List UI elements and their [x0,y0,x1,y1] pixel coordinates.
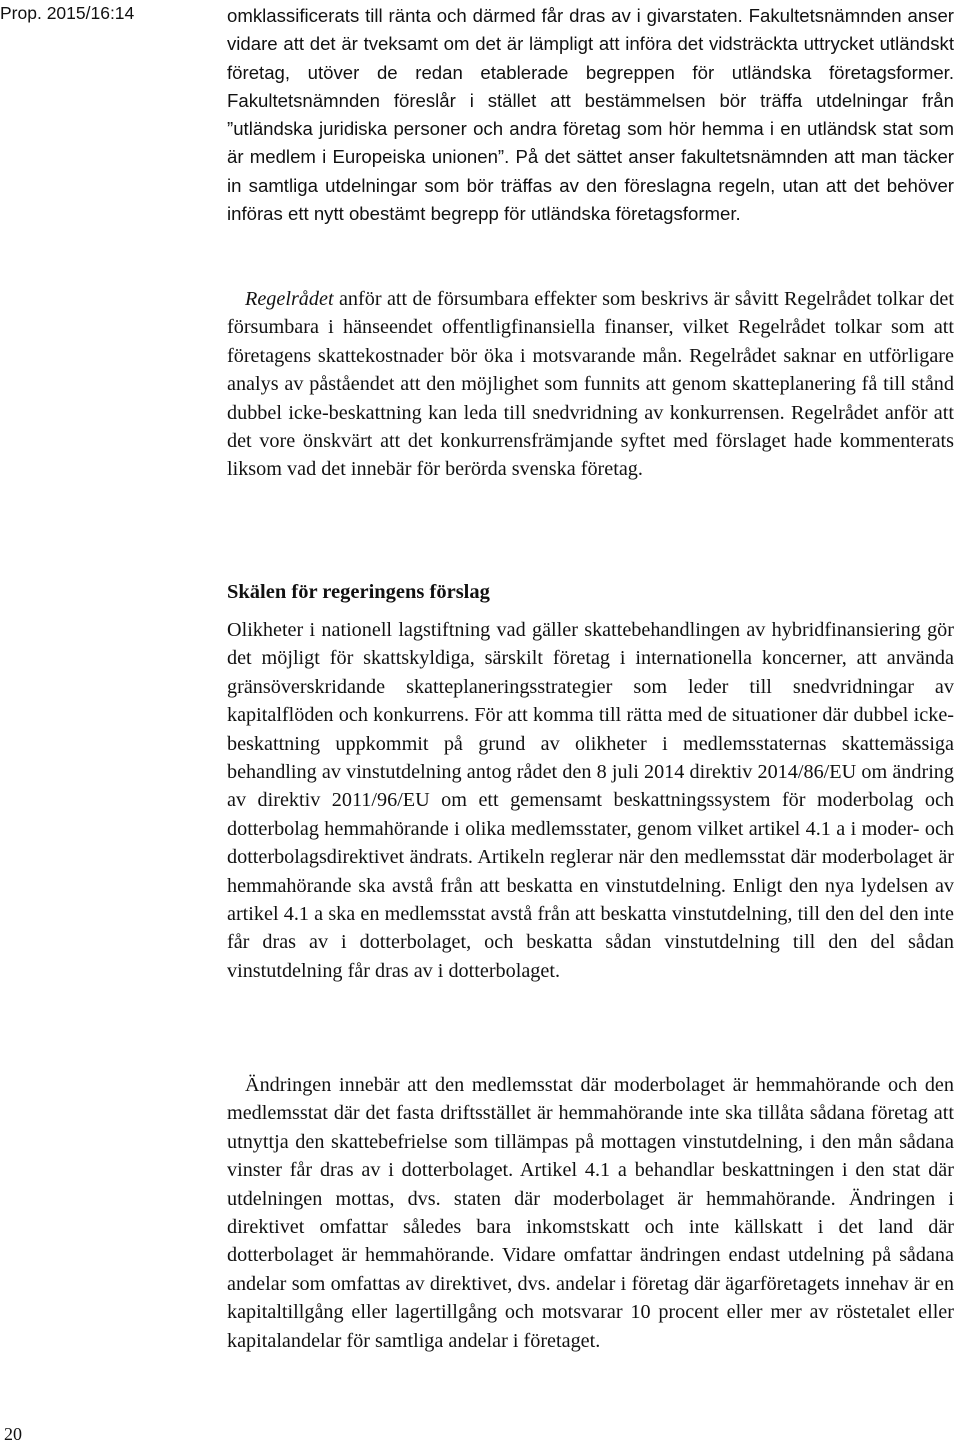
regelradet-lead: Regelrådet [245,288,334,310]
page-number: 20 [4,1424,22,1444]
reasons-paragraph-1: Olikheter i nationell lagstiftning vad gäller skattebehandlingen av hybridfinansiering gör det möjligt för skattskyldiga, särskilt företag i internationella koncerner, att använda gränsöverskridande skatteplaneringsstrategier som leder till snedvridningar av kapitalflöden och konkurrens. För att komma till rätta med de situationer där dubbel icke-beskattning uppkommit på grund av olikheter i medlemsstaternas skattemässiga behandling av vinstutdelning antog rådet den 8 juli 2014 direktiv 2014/86/EU om ändring av direktiv 2011/96/EU om ett gemensamt beskattningssystem för moderbolag och dotterbolag hemmahörande i olika medlemsstater, genom vilket artikel 4.1 a i moder- och dotterbolagsdirektivet ändrats. Artikeln reglerar när den medlemsstat där moderbolaget är hemmahörande ska avstå från att beskatta en vinstutdelning. Enligt den nya lydelsen av artikel 4.1 a ska en medlemsstat avstå från att beskatta vinstutdelning, till den del den inte får dras av i dotterbolaget, och beskatta sådan vinstutdelning till den del sådan vinstutdelning får dras av i dotterbolaget. [227,619,954,982]
fakultetsnamnden-paragraph: omklassificerats till ränta och därmed får dras av i givarstaten. Fakultetsnämnden anser vidare att det är tveksamt om det är lämpligt att införa det vidsträckta uttrycket utländskt företag, utöver de redan etablerade begreppen för utländska företagsformer. Fakultetsnämnden föreslår i stället att bestämmelsen bör träffa utdelningar från ”utländska juridiska personer och andra företag som hör hemma i en utländsk stat som är medlem i Europeiska unionen”. På det sättet anser fakultetsnämnden att man täcker in samtliga utdelningar som bör träffas av den föreslagna regeln, utan att det behöver införas ett nytt obestämt begrepp för utländska företagsformer. [227,5,954,225]
regelradet-text: anför att de försumbara effekter som beskrivs är såvitt Regelrådet tolkar det försumbara i hänseendet offentligfinansiella finanser, vilket Regelrådet tolkar som att företagens skattekostnader bör öka i motsvarande mån. Regelrådet saknar en utförligare analys av påståendet att den möjlighet som funnits att genom skatteplanering få till stånd dubbel icke-beskattning kan leda till snedvridning av konkurrensen. Regelrådet anför att det vore önskvärt att det konkurrensfrämjande syftet med förslaget hade kommenterats liksom vad det innebär för berörda svenska företag. [227,288,954,481]
reasons-paragraph-2: Ändringen innebär att den medlemsstat där moderbolaget är hemmahörande och den medlemsstat där det fasta driftsstället är hemmahörande inte ska tillåta sådana företag att utnyttja den skattebefrielse som tillämpas på mottagen vinstutdelning, i den mån sådana vinster får dras av i dotterbolaget. Artikel 4.1 a behandlar beskattningen i den stat där utdelningen mottas, dvs. staten där moderbolaget är hemmahörande. Ändringen i direktivet omfattar således bara inkomstskatt och inte källskatt i det land där dotterbolaget är hemmahörande. Vidare omfattar ändringen endast utdelning på sådana andelar som omfattas av direktivet, dvs. andelar i företag där ägarföretagets innehav är en kapitaltillgång eller lagertillgång och motsvarar 10 procent eller mer av röstetalet eller kapitalandelar för samtliga andelar i företaget. [227,1074,954,1352]
section-heading: Skälen för regeringens förslag [227,581,490,603]
regelradet-paragraph [227,285,954,484]
proposition-reference: Prop. 2015/16:14 [0,3,135,23]
